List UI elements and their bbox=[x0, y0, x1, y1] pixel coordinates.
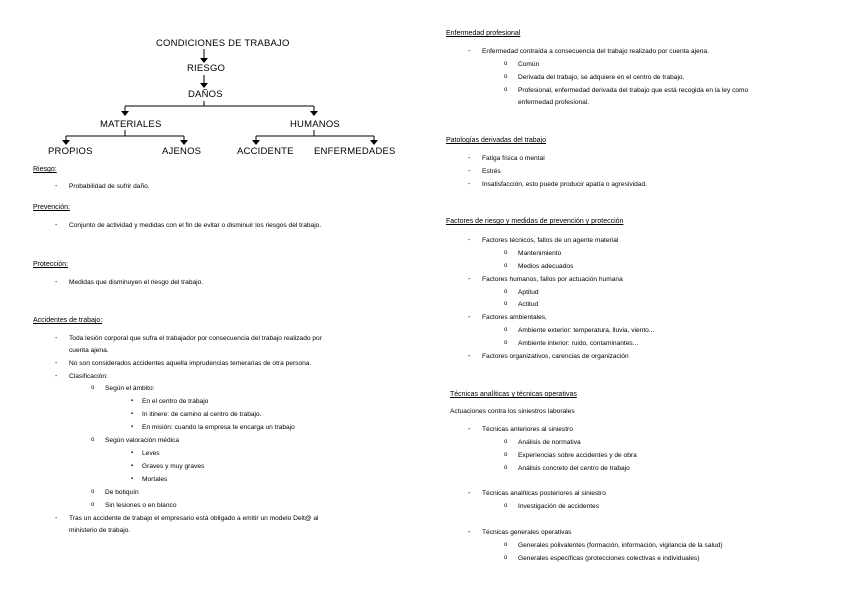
ambito-item: ▪ En el centro de trabajo bbox=[142, 398, 208, 405]
clasificacion-sin-lesiones: o Sin lesiones o en blanco bbox=[105, 502, 176, 509]
patologias-item: - Estrés bbox=[482, 168, 501, 175]
enfermedad-item: - Enfermedad contraída a consecuencia del trabajo realizado por cuenta ajena. bbox=[482, 48, 709, 55]
heading-enfermedad-profesional: Enfermedad profesional bbox=[446, 30, 521, 37]
enfermedad-sub-item: o Común bbox=[518, 61, 539, 68]
factores-sub-item: o Aptitud bbox=[518, 289, 539, 296]
ambito-item: ▪ In itinere: de camino al centro de trabajo. bbox=[142, 411, 262, 418]
prevencion-definition: - Conjunto de actividad y medidas con el fin de evitar o disminuir los riesgos del trabajo. bbox=[69, 222, 321, 229]
tecnicas-anteriores: - Técnicas anteriores al siniestro bbox=[482, 426, 573, 433]
factores-sub-item: o Ambiente interior: ruido, contaminantes... bbox=[518, 340, 638, 347]
enfermedad-sub-item: o Derivada del trabajo, se adquiere en el centro de trabajo. bbox=[518, 74, 684, 81]
diagram-node-riesgo: RIESGO bbox=[187, 63, 226, 74]
tecnicas-sub-item: o Análisis concreto del centro de trabajo bbox=[518, 465, 630, 472]
valoracion-item: ▪ Mortales bbox=[142, 476, 167, 483]
accidentes-item-clasificacion: - Clasificación: bbox=[69, 373, 108, 380]
diagram-node-danos: DAÑOS bbox=[188, 89, 223, 100]
diagram-node-enfermedades: ENFERMEDADES bbox=[314, 146, 396, 157]
heading-factores: Factores de riesgo y medidas de prevención y protección bbox=[446, 218, 624, 225]
tecnicas-sub-item: o Análisis de normativa bbox=[518, 439, 581, 446]
accidentes-item-lesion: - Toda lesión corporal que sufra el trabajador por consecuencia del trabajo realizado por bbox=[69, 335, 322, 342]
riesgo-definition: - Probabilidad de sufrir daño. bbox=[69, 183, 150, 190]
accidentes-item-delta-cont: ministerio de trabajo. bbox=[69, 527, 131, 534]
enfermedad-sub-profesional-cont: enfermedad profesional. bbox=[518, 99, 590, 106]
factores-sub-item: o Medios adecuados bbox=[518, 263, 573, 270]
ambito-item: ▪ En misión: cuando la empresa te encarga un trabajo bbox=[142, 424, 295, 431]
accidentes-item-imprudencias: - No son considerados accidentes aquella imprudencias temerarias de otra persona. bbox=[69, 360, 311, 367]
factores-sub-item: o Ambiente exterior: temperatura, lluvia, viento... bbox=[518, 327, 654, 334]
valoracion-item: ▪ Leves bbox=[142, 450, 160, 457]
accidentes-item-lesion-cont: cuenta ajena. bbox=[69, 347, 109, 354]
clasificacion-botiquin: o De botiquín bbox=[105, 489, 139, 496]
clasificacion-ambito: o Según el ámbito: bbox=[105, 385, 155, 392]
heading-prevencion: Prevención: bbox=[33, 204, 70, 211]
factores-humanos: - Factores humanos, fallos por actuación humana bbox=[482, 276, 623, 283]
patologias-item: - Fatiga física o mental bbox=[482, 155, 545, 162]
tecnicas-sub-item: o Experiencias sobre accidentes y de obra bbox=[518, 452, 637, 459]
factores-tecnicos: - Factores técnicos, fallos de un agente material bbox=[482, 237, 618, 244]
heading-tecnicas: Técnicas analíticas y técnicas operativas bbox=[450, 391, 577, 398]
diagram-node-materiales: MATERIALES bbox=[100, 119, 162, 130]
factores-ambientales: - Factores ambientales, bbox=[482, 314, 547, 321]
tecnicas-operativas: - Técnicas generales operativas bbox=[482, 529, 571, 536]
tecnicas-sub-item: o Investigación de accidentes bbox=[518, 503, 599, 510]
diagram-node-propios: PROPIOS bbox=[48, 146, 93, 157]
diagram-node-condiciones: CONDICIONES DE TRABAJO bbox=[156, 38, 290, 49]
heading-accidentes: Accidentes de trabajo: bbox=[33, 317, 103, 324]
valoracion-item: ▪ Graves y muy graves bbox=[142, 463, 204, 470]
diagram-node-humanos: HUMANOS bbox=[290, 119, 340, 130]
tecnicas-subtitle: Actuaciones contra los siniestros laborales bbox=[450, 408, 575, 415]
factores-sub-item: o Mantenimiento bbox=[518, 250, 561, 257]
tecnicas-posteriores: - Técnicas analíticas posteriores al siniestro bbox=[482, 490, 606, 497]
heading-riesgo: Riesgo: bbox=[33, 166, 57, 173]
heading-patologias: Patologías derivadas del trabajo bbox=[446, 137, 547, 144]
diagram-node-ajenos: AJENOS bbox=[162, 146, 202, 157]
clasificacion-valoracion: o Según valoración médica bbox=[105, 437, 179, 444]
accidentes-item-delta: - Tras un accidente de trabajo el empresario está obligado a emitir un modelo Delt@ al bbox=[69, 515, 318, 522]
enfermedad-sub-profesional: o Profesional, enfermedad derivada del trabajo que está recogida en la ley como bbox=[518, 87, 748, 94]
tecnicas-sub-item: o Generales polivalentes (formación, información, vigilancia de la salud) bbox=[518, 542, 723, 549]
factores-organizativos: - Factores organizativos, carencias de organización bbox=[482, 353, 629, 360]
heading-proteccion: Protección: bbox=[33, 261, 69, 268]
factores-sub-item: o Actitud bbox=[518, 301, 538, 308]
tecnicas-sub-item: o Generales específicas (protecciones colectivas e individuales) bbox=[518, 555, 699, 562]
proteccion-definition: - Medidas que disminuyen el riesgo del trabajo. bbox=[69, 279, 203, 286]
diagram-node-accidente: ACCIDENTE bbox=[237, 146, 294, 157]
patologias-item: - Insatisfacción, esto puede producir apatía o agresividad. bbox=[482, 181, 647, 188]
